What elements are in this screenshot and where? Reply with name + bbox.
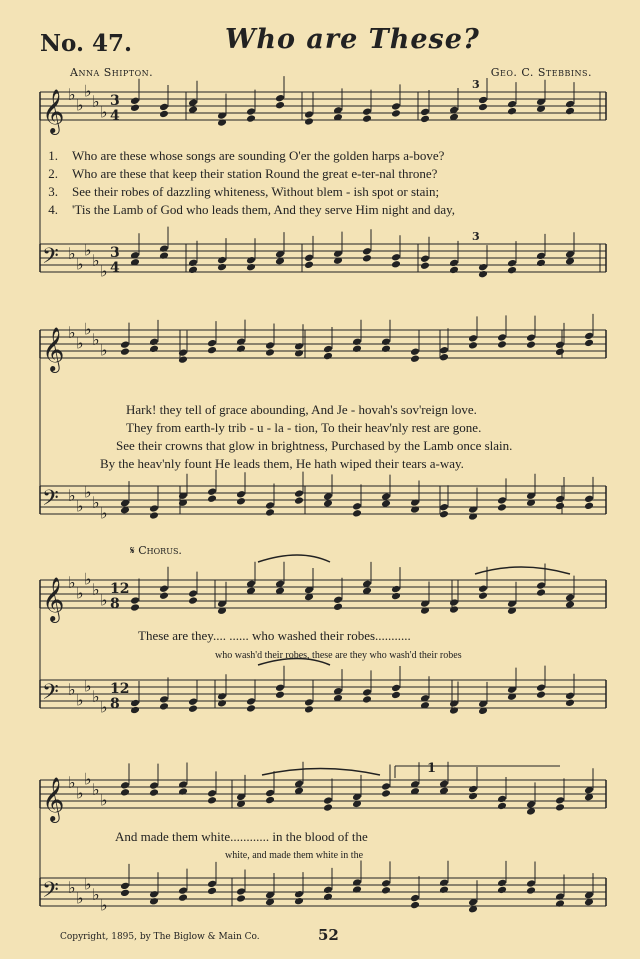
- note-head: [159, 702, 169, 711]
- note-head: [362, 695, 372, 704]
- page-number: 52: [318, 926, 339, 944]
- note-head: [217, 256, 227, 265]
- treble-clef: 𝄞: [42, 577, 65, 621]
- note-head: [149, 781, 159, 790]
- note-head: [362, 114, 372, 123]
- verse-1-line-2: Hark! they tell of grace abounding, And Je - hovah's sov'reign love.: [126, 402, 477, 417]
- flat-sign: ♭: [68, 85, 76, 104]
- note-head: [120, 882, 130, 891]
- note-head: [352, 509, 362, 518]
- note-head: [526, 879, 536, 888]
- note-head: [391, 691, 401, 700]
- note-head: [478, 103, 488, 112]
- treble-clef: 𝄞: [42, 777, 65, 821]
- flat-sign: ♭: [100, 697, 108, 717]
- note-head: [420, 261, 430, 270]
- note-head: [294, 489, 304, 498]
- note-head: [304, 117, 314, 126]
- note-head: [352, 337, 362, 346]
- note-head: [188, 596, 198, 605]
- note-head: [439, 346, 449, 355]
- note-head: [449, 598, 459, 607]
- note-head: [149, 890, 159, 899]
- note-head: [507, 259, 517, 268]
- flat-sign: ♭: [68, 573, 76, 592]
- note-head: [275, 94, 285, 103]
- note-head: [120, 781, 130, 790]
- note-head: [497, 340, 507, 349]
- flat-sign: ♭: [76, 254, 84, 274]
- note-head: [149, 504, 159, 513]
- flat-sign: ♭: [84, 240, 92, 260]
- note-head: [207, 796, 217, 805]
- note-head: [217, 263, 227, 272]
- note-head: [526, 886, 536, 895]
- note-head: [159, 584, 169, 593]
- note-head: [130, 706, 140, 715]
- note-head: [439, 885, 449, 894]
- note-head: [236, 337, 246, 346]
- note-head: [478, 270, 488, 279]
- note-head: [381, 886, 391, 895]
- flat-sign: ♭: [68, 878, 76, 897]
- note-head: [352, 502, 362, 511]
- note-head: [468, 334, 478, 343]
- flat-sign: ♭: [76, 583, 84, 603]
- flat-sign: ♭: [84, 81, 92, 101]
- note-head: [236, 887, 246, 896]
- composer-credit: Geo. C. Stebbins.: [490, 66, 592, 79]
- note-head: [323, 803, 333, 812]
- note-head: [391, 585, 401, 594]
- note-head: [449, 259, 459, 268]
- note-head: [507, 266, 517, 275]
- note-head: [536, 683, 546, 692]
- flat-sign: ♭: [100, 895, 108, 915]
- note-head: [246, 263, 256, 272]
- note-head: [207, 789, 217, 798]
- chorus-line-1-alto: who wash'd their robes, these are they who wash'd their robes: [215, 650, 462, 661]
- note-head: [449, 706, 459, 715]
- note-head: [410, 894, 420, 903]
- flat-sign: ♭: [68, 773, 76, 792]
- time-signature-bottom: 8: [110, 696, 120, 712]
- note-head: [362, 107, 372, 116]
- chorus-line-2-main: And made them white............ in the blood of the: [115, 829, 368, 844]
- note-head: [188, 266, 198, 275]
- note-head: [130, 603, 140, 612]
- time-signature-top: 12: [110, 581, 130, 597]
- note-head: [178, 886, 188, 895]
- note-head: [449, 266, 459, 275]
- note-head: [381, 879, 391, 888]
- flat-sign: ♭: [84, 569, 92, 589]
- note-head: [584, 339, 594, 348]
- note-head: [468, 785, 478, 794]
- note-head: [362, 247, 372, 256]
- chorus-label: [130, 544, 182, 558]
- note-head: [333, 596, 343, 605]
- note-head: [449, 699, 459, 708]
- note-head: [468, 341, 478, 350]
- bass-clef: 𝄢: [42, 878, 59, 908]
- note-head: [294, 496, 304, 505]
- verse-2-line-2: They from earth-ly trib - u - la - tion, To their heav'nly rest are gone.: [126, 420, 482, 435]
- note-head: [555, 495, 565, 504]
- flat-sign: ♭: [76, 333, 84, 353]
- note-head: [439, 878, 449, 887]
- note-head: [188, 259, 198, 268]
- note-head: [149, 511, 159, 520]
- note-head: [304, 254, 314, 263]
- time-signature-bottom: 4: [110, 260, 120, 276]
- flat-sign: ♭: [100, 790, 108, 810]
- note-head: [478, 263, 488, 272]
- hymn-number: No. 47.: [40, 30, 132, 57]
- note-head: [323, 893, 333, 902]
- note-head: [420, 108, 430, 117]
- note-head: [304, 705, 314, 714]
- note-head: [555, 348, 565, 357]
- note-head: [217, 692, 227, 701]
- note-head: [497, 333, 507, 342]
- note-head: [265, 501, 275, 510]
- note-head: [130, 104, 140, 113]
- note-head: [536, 252, 546, 261]
- note-head: [304, 261, 314, 270]
- note-head: [497, 802, 507, 811]
- note-head: [149, 345, 159, 354]
- note-head: [207, 346, 217, 355]
- note-head: [294, 349, 304, 358]
- flat-sign: ♭: [68, 323, 76, 342]
- time-signature-top: 12: [110, 681, 130, 697]
- tie: [262, 769, 380, 776]
- note-head: [555, 892, 565, 901]
- note-head: [478, 591, 488, 600]
- note-head: [217, 699, 227, 708]
- note-head: [391, 102, 401, 111]
- note-head: [362, 688, 372, 697]
- note-head: [420, 115, 430, 124]
- note-head: [188, 704, 198, 713]
- note-head: [439, 503, 449, 512]
- note-head: [159, 251, 169, 260]
- triplet-mark: 3: [472, 230, 480, 243]
- note-head: [188, 697, 198, 706]
- volta-number: 1: [427, 761, 437, 776]
- flat-sign: ♭: [68, 486, 76, 505]
- verse-text: See their robes of dazzling whiteness, Without blem - ish spot or stain;: [72, 184, 440, 199]
- treble-clef: 𝄞: [42, 89, 65, 133]
- note-head: [246, 704, 256, 713]
- note-head: [497, 886, 507, 895]
- flat-sign: ♭: [76, 496, 84, 516]
- note-head: [246, 114, 256, 123]
- note-head: [207, 494, 217, 503]
- note-head: [236, 490, 246, 499]
- chorus-label-text: Chorus.: [138, 544, 182, 557]
- flat-sign: ♭: [92, 687, 100, 706]
- note-head: [381, 337, 391, 346]
- note-head: [536, 588, 546, 597]
- bass-clef: 𝄢: [42, 680, 59, 710]
- note-head: [439, 353, 449, 362]
- note-head: [159, 244, 169, 253]
- note-head: [149, 897, 159, 906]
- flat-sign: ♭: [84, 769, 92, 789]
- note-head: [391, 109, 401, 118]
- note-head: [236, 344, 246, 353]
- note-head: [265, 348, 275, 357]
- note-head: [323, 352, 333, 361]
- flat-sign: ♭: [84, 319, 92, 339]
- note-head: [420, 254, 430, 263]
- flat-sign: ♭: [68, 680, 76, 699]
- note-head: [323, 886, 333, 895]
- bass-clef: 𝄢: [42, 486, 59, 516]
- flat-sign: ♭: [92, 780, 100, 799]
- note-head: [323, 796, 333, 805]
- note-head: [159, 695, 169, 704]
- note-head: [149, 788, 159, 797]
- note-head: [555, 502, 565, 511]
- verse-text: Who are these that keep their station Round the great e-ter-nal throne?: [72, 166, 438, 181]
- note-head: [159, 591, 169, 600]
- note-head: [536, 690, 546, 699]
- note-head: [526, 333, 536, 342]
- note-head: [478, 584, 488, 593]
- note-head: [381, 344, 391, 353]
- note-head: [565, 692, 575, 701]
- note-head: [536, 581, 546, 590]
- flat-sign: ♭: [100, 590, 108, 610]
- note-head: [468, 792, 478, 801]
- note-head: [275, 683, 285, 692]
- note-head: [130, 596, 140, 605]
- time-signature-top: 3: [110, 245, 120, 261]
- copyright-notice: Copyright, 1895, by The Biglow & Main Co.: [60, 932, 260, 942]
- note-head: [565, 100, 575, 109]
- flat-sign: ♭: [76, 888, 84, 908]
- verse-block-2: [0, 402, 640, 472]
- note-head: [304, 110, 314, 119]
- note-head: [439, 510, 449, 519]
- note-head: [294, 890, 304, 899]
- tie: [258, 555, 330, 562]
- note-head: [236, 497, 246, 506]
- note-head: [294, 897, 304, 906]
- note-head: [265, 508, 275, 517]
- flat-sign: ♭: [92, 580, 100, 599]
- segno-sign: 𝄋: [130, 544, 135, 557]
- note-head: [207, 339, 217, 348]
- author-credit: Anna Shipton.: [70, 66, 154, 79]
- note-head: [497, 503, 507, 512]
- note-head: [333, 603, 343, 612]
- note-head: [323, 345, 333, 354]
- verse-number: 1.: [48, 148, 58, 163]
- note-head: [565, 699, 575, 708]
- note-head: [584, 495, 594, 504]
- note-head: [275, 690, 285, 699]
- verse-number: 3.: [48, 184, 58, 199]
- note-head: [381, 782, 391, 791]
- tie: [475, 567, 570, 574]
- note-head: [536, 259, 546, 268]
- flat-sign: ♭: [84, 482, 92, 502]
- note-head: [265, 789, 275, 798]
- note-head: [130, 699, 140, 708]
- note-head: [497, 795, 507, 804]
- note-head: [304, 698, 314, 707]
- note-head: [265, 341, 275, 350]
- note-head: [497, 879, 507, 888]
- verse-4-line-2: By the heav'nly fount He leads them, He hath wiped their tears a-way.: [100, 456, 464, 471]
- note-head: [391, 684, 401, 693]
- note-head: [178, 893, 188, 902]
- note-head: [410, 347, 420, 356]
- note-head: [410, 901, 420, 910]
- bass-clef: 𝄢: [42, 244, 59, 274]
- chorus-line-2-alto: white, and made them white in the: [225, 850, 364, 861]
- time-signature-bottom: 4: [110, 108, 120, 124]
- flat-sign: ♭: [92, 330, 100, 349]
- note-head: [275, 101, 285, 110]
- chorus-line-1-main: These are they.... ...... who washed their robes...........: [138, 628, 411, 643]
- note-head: [207, 880, 217, 889]
- note-head: [478, 96, 488, 105]
- verse-number: 2.: [48, 166, 58, 181]
- flat-sign: ♭: [92, 885, 100, 904]
- flat-sign: ♭: [100, 102, 108, 122]
- note-head: [246, 107, 256, 116]
- note-head: [565, 107, 575, 116]
- verse-3-line-2: See their crowns that glow in brightness, Purchased by the Lamb once slain.: [116, 438, 513, 453]
- note-head: [381, 789, 391, 798]
- note-head: [555, 796, 565, 805]
- note-head: [294, 342, 304, 351]
- note-head: [507, 100, 517, 109]
- note-head: [159, 110, 169, 119]
- note-head: [362, 254, 372, 263]
- verse-text: Who are these whose songs are sounding O'er the golden harps a-bove?: [72, 148, 445, 163]
- note-head: [584, 502, 594, 511]
- note-head: [207, 487, 217, 496]
- note-head: [188, 589, 198, 598]
- flat-sign: ♭: [100, 261, 108, 281]
- triplet-mark: 3: [472, 78, 480, 91]
- note-head: [120, 340, 130, 349]
- flat-sign: ♭: [92, 493, 100, 512]
- note-head: [555, 803, 565, 812]
- note-head: [352, 344, 362, 353]
- note-head: [526, 340, 536, 349]
- flat-sign: ♭: [68, 244, 76, 263]
- note-head: [246, 697, 256, 706]
- note-head: [391, 260, 401, 269]
- note-head: [449, 605, 459, 614]
- flat-sign: ♭: [84, 676, 92, 696]
- verse-number: 4.: [48, 202, 58, 217]
- treble-clef: 𝄞: [42, 327, 65, 371]
- note-head: [410, 354, 420, 363]
- note-head: [584, 332, 594, 341]
- time-signature-bottom: 8: [110, 596, 120, 612]
- verse-text: 'Tis the Lamb of God who leads them, And they serve Him night and day,: [72, 202, 456, 217]
- note-head: [555, 341, 565, 350]
- note-head: [207, 887, 217, 896]
- note-head: [391, 592, 401, 601]
- note-head: [120, 347, 130, 356]
- flat-sign: ♭: [92, 251, 100, 270]
- flat-sign: ♭: [76, 95, 84, 115]
- flat-sign: ♭: [100, 340, 108, 360]
- flat-sign: ♭: [100, 503, 108, 523]
- note-head: [130, 97, 140, 106]
- flat-sign: ♭: [76, 690, 84, 710]
- note-head: [236, 894, 246, 903]
- note-head: [507, 107, 517, 116]
- note-head: [246, 256, 256, 265]
- note-head: [265, 796, 275, 805]
- flat-sign: ♭: [84, 874, 92, 894]
- note-head: [497, 496, 507, 505]
- time-signature-top: 3: [110, 93, 120, 109]
- flat-sign: ♭: [76, 783, 84, 803]
- note-head: [159, 103, 169, 112]
- hymn-title: Who are These?: [225, 24, 480, 55]
- note-head: [555, 899, 565, 908]
- note-head: [120, 788, 130, 797]
- note-head: [120, 889, 130, 898]
- verse-block-1: [34, 148, 634, 228]
- flat-sign: ♭: [92, 92, 100, 111]
- note-head: [391, 253, 401, 262]
- note-head: [149, 338, 159, 347]
